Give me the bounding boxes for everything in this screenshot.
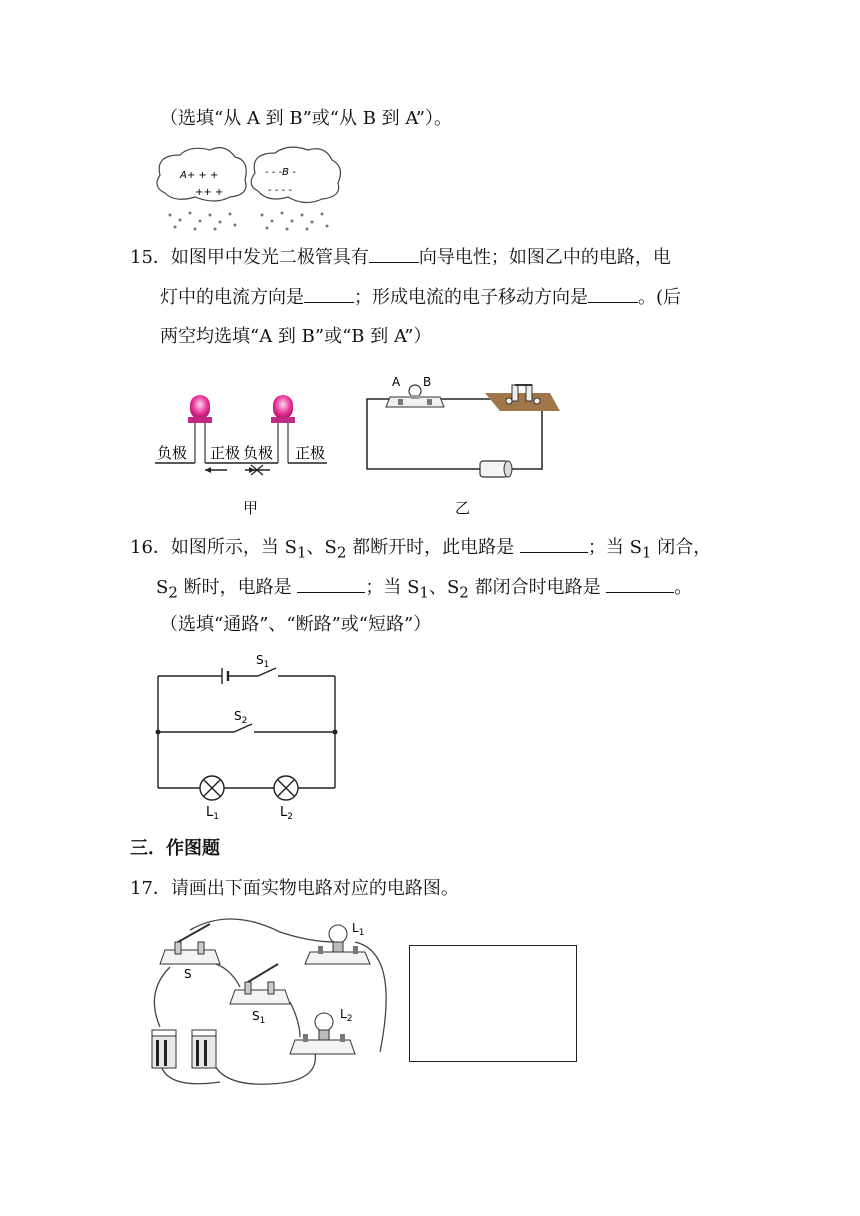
cloud-b-label-2: - - - - (268, 185, 292, 196)
led1-negative-label: 负极 (157, 444, 188, 462)
q15-line-1: 15．如图甲中发光二极管具有 向导电性；如图乙中的电路，电 (130, 244, 671, 271)
q17-physical-circuit (140, 912, 400, 1092)
section-3-title: 三．作图题 (130, 838, 220, 859)
terminal-b-label: B (423, 375, 432, 389)
q16-blank-2[interactable] (297, 574, 365, 593)
q15-line-2: 灯中的电流方向是 ；形成电流的电子移动方向是 。(后 (160, 284, 681, 311)
lamp-l1-label: $L_1$ (206, 805, 219, 822)
q14-cloud-figure (150, 145, 350, 235)
led-2 (243, 395, 327, 475)
q16-line-1: 16．如图所示，当 $S_1$、$S_2$ 都断开时，此电路是 ；当 $S_1$ 闭合， (130, 534, 711, 566)
led2-positive-label: 正极 (295, 444, 326, 462)
bulb-l1-label: $L_1$ (352, 921, 365, 938)
q15-number: 15． (130, 247, 171, 268)
q14-option-hint: （选填“从 A 到 B”或“从 B 到 A”）。 (160, 108, 452, 129)
caption-jia: 甲 (243, 499, 259, 517)
q17-number: 17． (130, 878, 171, 899)
q17-answer-box[interactable] (409, 945, 577, 1062)
q16-line-2: $S_2$ 断时，电路是 ；当 $S_1$、$S_2$ 都闭合时电路是 。 (156, 574, 692, 606)
lamp-l2-label: $L_2$ (280, 805, 293, 822)
knife-switch (485, 385, 560, 411)
led2-negative-label: 负极 (243, 444, 274, 462)
cloud-a-label: A+ + + (180, 170, 219, 181)
q16-circuit-figure (150, 650, 350, 820)
caption-yi: 乙 (455, 499, 471, 517)
bulb-l2-label: $L_2$ (340, 1007, 353, 1024)
led1-positive-label: 正极 (210, 444, 241, 462)
terminal-a-label: A (392, 375, 401, 389)
cloud-a-label-2: ++ + (195, 187, 224, 198)
switch-s-label: S (184, 967, 192, 981)
q16-blank-1[interactable] (520, 534, 588, 553)
battery (480, 461, 512, 477)
q15-line-3: 两空均选填“A 到 B”或“B 到 A”） (160, 326, 432, 347)
q16-number: 16． (130, 537, 171, 558)
q15-blank-2[interactable] (304, 284, 354, 303)
q15-circuit-figure (360, 375, 560, 535)
cloud-b-label: - - -B - (265, 167, 296, 178)
battery-pair (152, 1030, 216, 1068)
q16-line-3: （选填“通路”、“断路”或“短路”） (160, 614, 432, 635)
q15-blank-1[interactable] (369, 244, 419, 263)
q15-led-figure (155, 375, 345, 535)
switch-s1-label: $S_1$ (252, 1009, 266, 1026)
switch-s2-label: $S_2$ (234, 709, 248, 726)
q16-blank-3[interactable] (606, 574, 674, 593)
q17-line: 17．请画出下面实物电路对应的电路图。 (130, 878, 459, 899)
switch-s1-label: $S_1$ (256, 653, 270, 670)
q15-blank-3[interactable] (588, 284, 638, 303)
